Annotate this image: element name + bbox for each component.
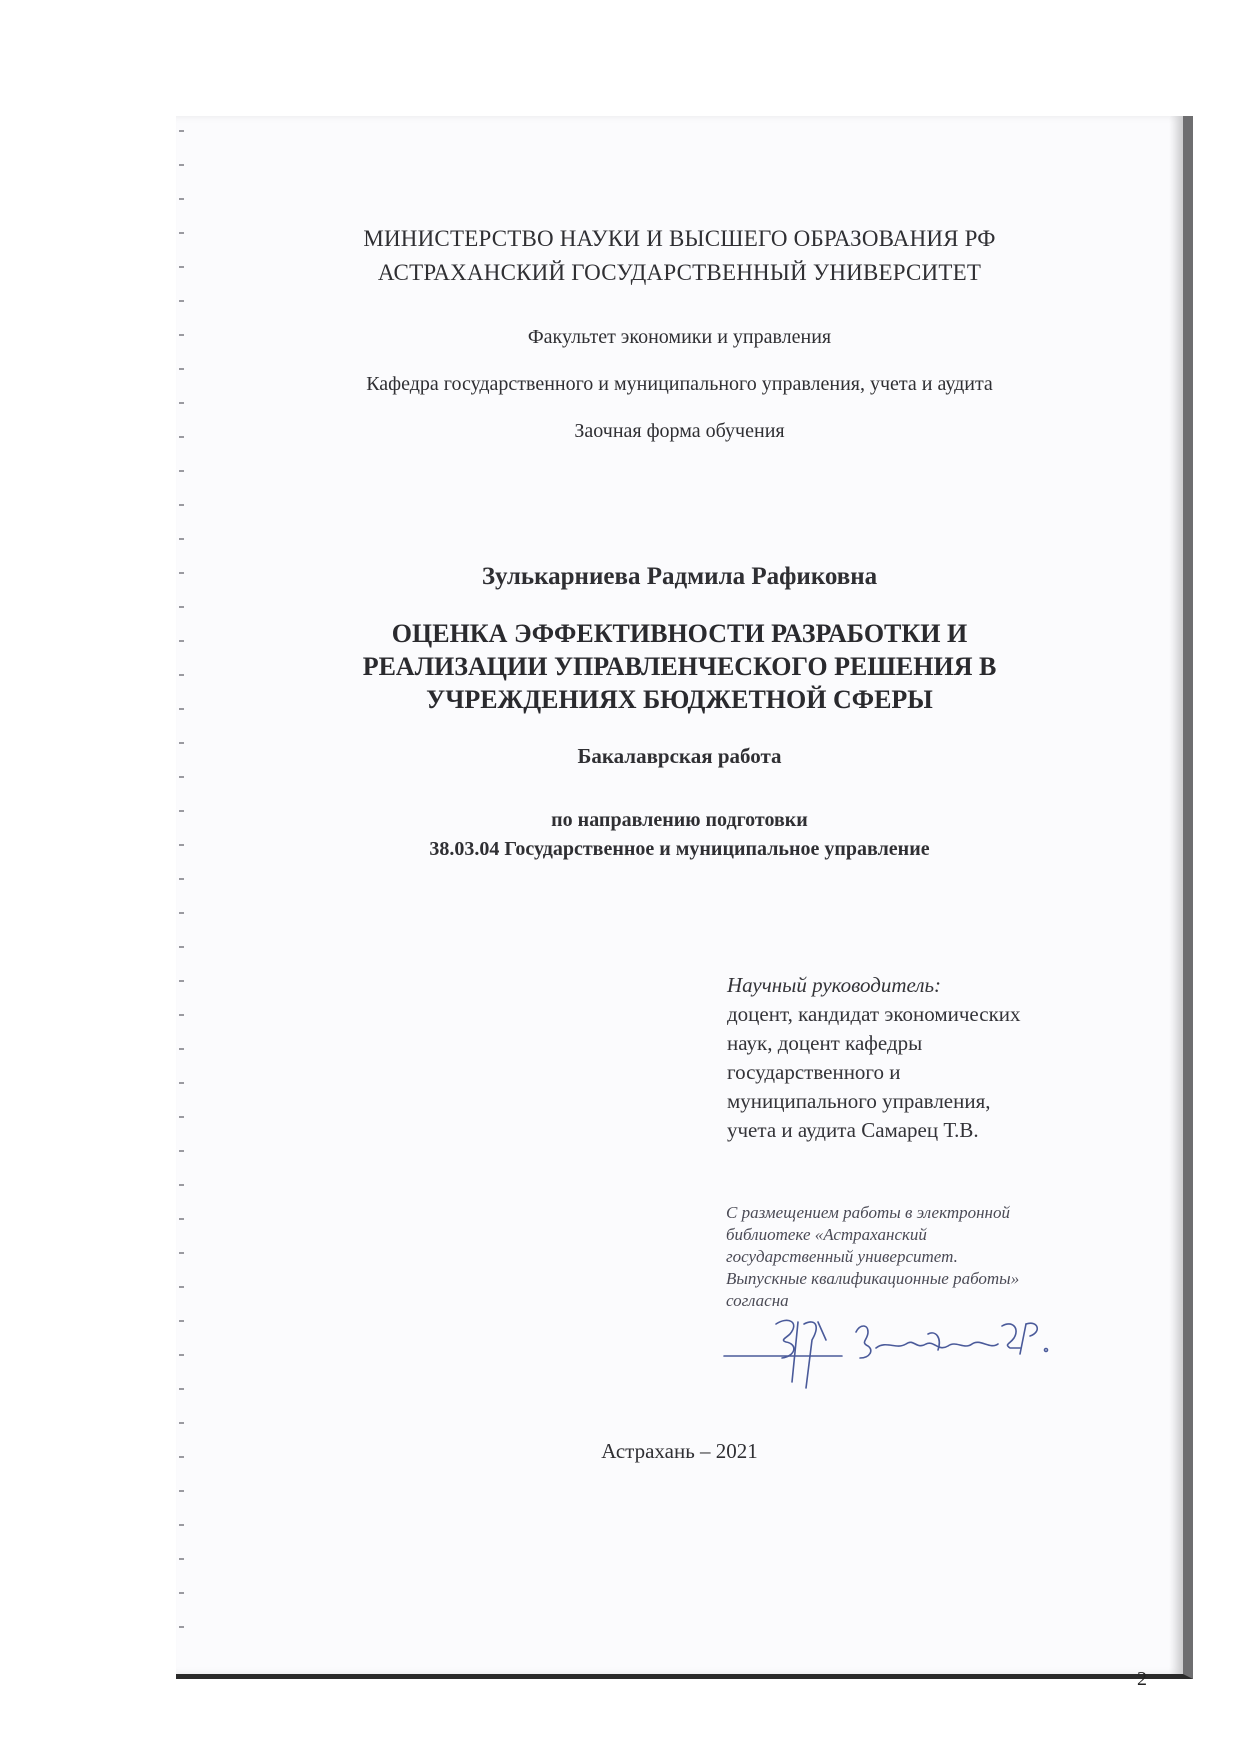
study-direction bbox=[176, 806, 1183, 864]
binding-mark bbox=[179, 1592, 184, 1594]
binding-mark bbox=[179, 1626, 184, 1628]
binding-mark bbox=[179, 1082, 184, 1084]
binding-mark bbox=[179, 1524, 184, 1526]
binding-mark bbox=[179, 300, 184, 302]
binding-mark bbox=[179, 538, 184, 540]
binding-mark bbox=[179, 1286, 184, 1288]
university-line: АСТРАХАНСКИЙ ГОСУДАРСТВЕННЫЙ УНИВЕРСИТЕТ bbox=[377, 260, 982, 285]
binding-mark bbox=[179, 470, 184, 472]
binding-mark bbox=[179, 504, 184, 506]
title-line: ОЦЕНКА ЭФФЕКТИВНОСТИ РАЗРАБОТКИ И bbox=[391, 619, 968, 648]
binding-mark bbox=[179, 980, 184, 982]
binding-mark bbox=[179, 1184, 184, 1186]
consent-line: библиотеке «Астраханский bbox=[726, 1225, 927, 1244]
consent-line: Выпускные квалификационные работы» bbox=[726, 1269, 1020, 1288]
binding-mark bbox=[179, 1558, 184, 1560]
binding-mark bbox=[179, 1252, 184, 1254]
consent-line: согласна bbox=[726, 1291, 789, 1310]
binding-mark bbox=[179, 1354, 184, 1356]
handwritten-signature bbox=[720, 1310, 1120, 1390]
binding-holes bbox=[179, 130, 185, 1660]
binding-mark bbox=[179, 368, 184, 370]
page-number: 2 bbox=[1137, 1668, 1147, 1690]
binding-mark bbox=[179, 776, 184, 778]
binding-mark bbox=[179, 1422, 184, 1424]
binding-mark bbox=[179, 402, 184, 404]
supervisor-line: наук, доцент кафедры bbox=[727, 1031, 923, 1055]
binding-mark bbox=[179, 1150, 184, 1152]
binding-mark bbox=[179, 130, 184, 132]
supervisor-line: государственного и bbox=[727, 1060, 901, 1084]
library-consent bbox=[726, 1202, 1106, 1312]
binding-mark bbox=[179, 946, 184, 948]
consent-line: С размещением работы в электронной bbox=[726, 1203, 1010, 1222]
supervisor-line: учета и аудита Самарец Т.В. bbox=[727, 1118, 979, 1142]
binding-mark bbox=[179, 606, 184, 608]
department: Кафедра государственного и муниципального управления, учета и аудита bbox=[366, 373, 993, 395]
direction-line: по направлению подготовки bbox=[551, 809, 808, 831]
binding-mark bbox=[179, 878, 184, 880]
supervisor-label: Научный руководитель: bbox=[727, 973, 942, 997]
binding-mark bbox=[179, 164, 184, 166]
supervisor-line: муниципального управления, bbox=[727, 1089, 991, 1113]
binding-mark bbox=[179, 1048, 184, 1050]
direction-line: 38.03.04 Государственное и муниципальное управление bbox=[429, 838, 930, 860]
work-type: Бакалаврская работа bbox=[577, 744, 782, 768]
binding-mark bbox=[179, 198, 184, 200]
title-line: УЧРЕЖДЕНИЯХ БЮДЖЕТНОЙ СФЕРЫ bbox=[426, 685, 933, 714]
ministry-line: МИНИСТЕРСТВО НАУКИ И ВЫСШЕГО ОБРАЗОВАНИЯ РФ bbox=[363, 226, 996, 251]
consent-line: государственный университет. bbox=[726, 1247, 958, 1266]
binding-mark bbox=[179, 1320, 184, 1322]
binding-mark bbox=[179, 1014, 184, 1016]
ministry-header bbox=[176, 222, 1183, 290]
faculty: Факультет экономики и управления bbox=[527, 326, 832, 348]
author-name: Зулькарниева Радмила Рафиковна bbox=[481, 563, 878, 590]
thesis-title bbox=[176, 617, 1183, 716]
binding-mark bbox=[179, 1490, 184, 1492]
binding-mark bbox=[179, 912, 184, 914]
city-year: Астрахань – 2021 bbox=[601, 1439, 758, 1463]
title-line: РЕАЛИЗАЦИИ УПРАВЛЕНЧЕСКОГО РЕШЕНИЯ В bbox=[362, 652, 997, 681]
study-form: Заочная форма обучения bbox=[574, 420, 785, 442]
binding-mark bbox=[179, 1388, 184, 1390]
supervisor-block bbox=[727, 971, 1107, 1145]
binding-mark bbox=[179, 1116, 184, 1118]
supervisor-line: доцент, кандидат экономических bbox=[727, 1002, 1021, 1026]
binding-mark bbox=[179, 1218, 184, 1220]
